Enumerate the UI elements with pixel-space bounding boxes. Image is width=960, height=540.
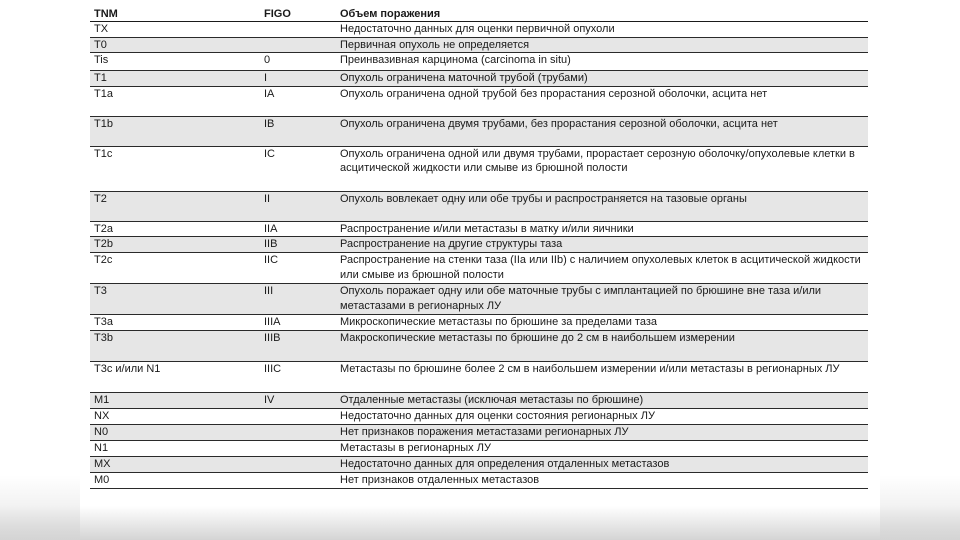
right-margin-band	[880, 0, 960, 540]
cell-desc: Отдаленные метастазы (исключая метастазы по брюшине)	[336, 392, 868, 408]
cell-desc: Нет признаков поражения метастазами регионарных ЛУ	[336, 424, 868, 440]
table-body	[90, 22, 868, 489]
table-row	[90, 253, 868, 284]
cell-tnm: T0	[90, 37, 260, 53]
table-row	[90, 361, 868, 392]
cell-desc: Недостаточно данных для определения отдаленных метастазов	[336, 456, 868, 472]
cell-desc: Преинвазивная карцинома (carcinoma in situ)	[336, 53, 868, 71]
cell-figo	[260, 440, 336, 456]
cell-tnm: T3a	[90, 315, 260, 331]
table-row	[90, 456, 868, 472]
cell-tnm: M1	[90, 392, 260, 408]
table-row	[90, 237, 868, 253]
cell-desc: Макроскопические метастазы по брюшине до 2 см в наибольшем измерении	[336, 330, 868, 361]
cell-figo	[260, 37, 336, 53]
cell-desc: Первичная опухоль не определяется	[336, 37, 868, 53]
cell-desc: Недостаточно данных для оценки состояния регионарных ЛУ	[336, 408, 868, 424]
cell-figo	[260, 424, 336, 440]
table-row	[90, 221, 868, 237]
cell-desc: Опухоль ограничена маточной трубой (трубами)	[336, 71, 868, 87]
cell-desc: Опухоль ограничена одной трубой без прорастания серозной оболочки, асцита нет	[336, 86, 868, 116]
cell-figo: II	[260, 191, 336, 221]
table-row	[90, 408, 868, 424]
cell-tnm: T1c	[90, 146, 260, 191]
document-page	[80, 0, 880, 540]
cell-figo	[260, 22, 336, 38]
cell-figo: IC	[260, 146, 336, 191]
table-row	[90, 71, 868, 87]
cell-tnm: T3	[90, 284, 260, 315]
cell-desc: Распространение и/или метастазы в матку и/или яичники	[336, 221, 868, 237]
cell-desc: Опухоль поражает одну или обе маточные трубы с имплантацией по брюшине вне таза и/или метастазами в регионарных ЛУ	[336, 284, 868, 315]
cell-desc: Опухоль ограничена одной или двумя трубами, прорастает серозную оболочку/опухолевые клетки в асцитической жидкости или смыве из брюшной полости	[336, 146, 868, 191]
table-row	[90, 53, 868, 71]
cell-tnm: TX	[90, 22, 260, 38]
cell-tnm: M0	[90, 472, 260, 488]
header-description: Объем поражения	[336, 6, 868, 22]
table-row	[90, 424, 868, 440]
cell-tnm: T2b	[90, 237, 260, 253]
cell-tnm: NX	[90, 408, 260, 424]
header-figo: FIGO	[260, 6, 336, 22]
cell-tnm: T1b	[90, 116, 260, 146]
cell-desc: Недостаточно данных для оценки первичной опухоли	[336, 22, 868, 38]
table-row	[90, 116, 868, 146]
cell-desc: Распространение на другие структуры таза	[336, 237, 868, 253]
cell-desc: Метастазы в регионарных ЛУ	[336, 440, 868, 456]
cell-tnm: N1	[90, 440, 260, 456]
table-row	[90, 22, 868, 38]
bottom-fade	[0, 506, 960, 540]
cell-tnm: Tis	[90, 53, 260, 71]
cell-tnm: N0	[90, 424, 260, 440]
header-tnm: TNM	[90, 6, 260, 22]
cell-figo: IV	[260, 392, 336, 408]
cell-desc: Нет признаков отдаленных метастазов	[336, 472, 868, 488]
cell-tnm: T3c и/или N1	[90, 361, 260, 392]
table-row	[90, 330, 868, 361]
cell-desc: Микроскопические метастазы по брюшине за пределами таза	[336, 315, 868, 331]
cell-desc: Распространение на стенки таза (IIa или IIb) с наличием опухолевых клеток в асцитической жидкости или смыве из брюшной полости	[336, 253, 868, 284]
cell-figo: IB	[260, 116, 336, 146]
cell-tnm: T2	[90, 191, 260, 221]
cell-figo: IA	[260, 86, 336, 116]
table-row	[90, 191, 868, 221]
cell-tnm: MX	[90, 456, 260, 472]
cell-figo: IIIA	[260, 315, 336, 331]
table-header-row	[90, 6, 868, 22]
cell-figo	[260, 456, 336, 472]
cell-figo: IIA	[260, 221, 336, 237]
cell-figo: IIB	[260, 237, 336, 253]
table-row	[90, 284, 868, 315]
table-row	[90, 472, 868, 488]
table-row	[90, 392, 868, 408]
cell-desc: Метастазы по брюшине более 2 см в наибольшем измерении и/или метастазы в регионарных ЛУ	[336, 361, 868, 392]
table-row	[90, 86, 868, 116]
cell-figo	[260, 408, 336, 424]
cell-tnm: T2c	[90, 253, 260, 284]
cell-desc: Опухоль ограничена двумя трубами, без прорастания серозной оболочки, асцита нет	[336, 116, 868, 146]
cell-figo: IIC	[260, 253, 336, 284]
cell-tnm: T1a	[90, 86, 260, 116]
table-row	[90, 440, 868, 456]
left-margin-band	[0, 0, 80, 540]
cell-tnm: T2a	[90, 221, 260, 237]
table-row	[90, 37, 868, 53]
cell-tnm: T3b	[90, 330, 260, 361]
cell-figo: III	[260, 284, 336, 315]
cell-desc: Опухоль вовлекает одну или обе трубы и распространяется на тазовые органы	[336, 191, 868, 221]
cell-figo	[260, 472, 336, 488]
cell-tnm: T1	[90, 71, 260, 87]
table-row	[90, 315, 868, 331]
cell-figo: IIIC	[260, 361, 336, 392]
cell-figo: 0	[260, 53, 336, 71]
cell-figo: I	[260, 71, 336, 87]
table-row	[90, 146, 868, 191]
cell-figo: IIIB	[260, 330, 336, 361]
tnm-figo-staging-table	[90, 6, 868, 489]
